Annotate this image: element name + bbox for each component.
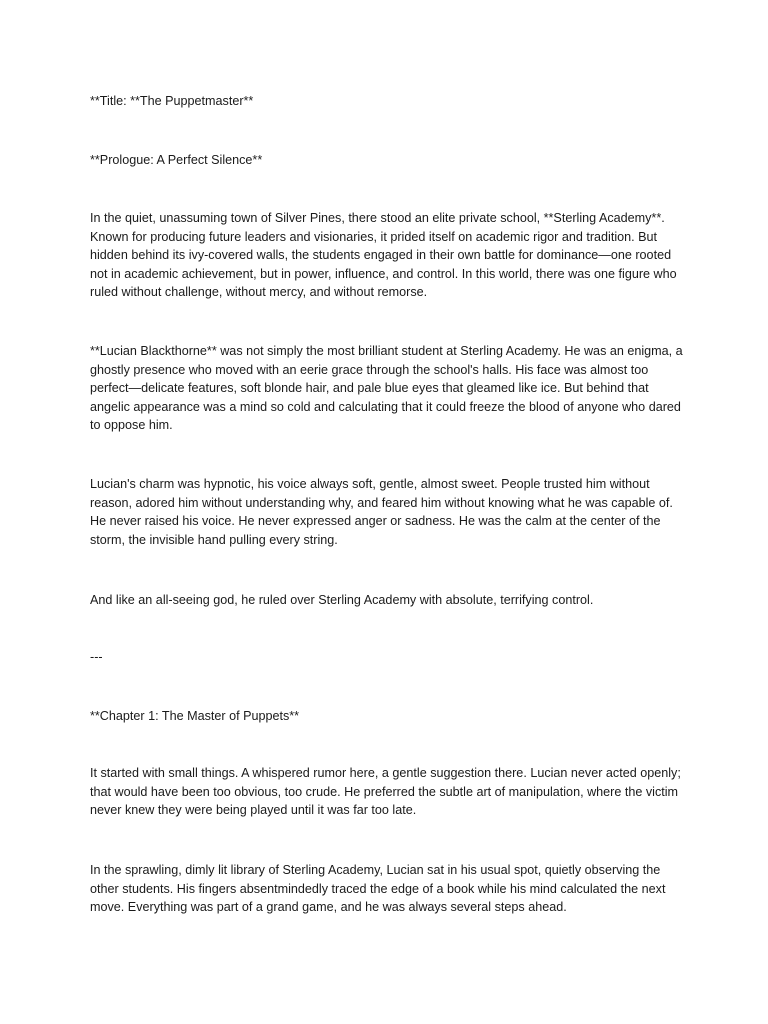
paragraph-5: It started with small things. A whispered rumor here, a gentle suggestion there. Lucian never acted openly; that would have been too obvious, too crude. He preferred the subtle art of manipulation, where the victim never knew they were being played until it was far too late. (90, 766, 681, 818)
document-title: **Title: **The Puppetmaster** (90, 94, 254, 108)
paragraph-3: Lucian's charm was hypnotic, his voice always soft, gentle, almost sweet. People trusted him without reason, adored him without understanding why, and feared him without knowing what he was capable of. He never raised his voice. He never expressed anger or sadness. He was the calm at the center of the storm, the invisible hand pulling every string. (90, 477, 673, 547)
paragraph-4: And like an all-seeing god, he ruled over Sterling Academy with absolute, terrifying control. (90, 593, 594, 607)
chapter-heading: **Chapter 1: The Master of Puppets** (90, 709, 300, 723)
paragraph-6: In the sprawling, dimly lit library of Sterling Academy, Lucian sat in his usual spot, quietly observing the other students. His fingers absentmindedly traced the edge of a book while his mind calculated the next move. Everything was part of a grand game, and he was always several steps ahead. (90, 863, 666, 915)
paragraph-2: **Lucian Blackthorne** was not simply the most brilliant student at Sterling Academy. He was an enigma, a ghostly presence who moved with an eerie grace through the school's halls. His face was almost too perfect—delicate features, soft blonde hair, and pale blue eyes that gleamed like ice. But behind that angelic appearance was a mind so cold and calculating that it could freeze the blood of anyone who dared to oppose him. (90, 344, 683, 433)
section-separator: --- (90, 650, 103, 664)
prologue-heading: **Prologue: A Perfect Silence** (90, 153, 263, 167)
paragraph-1: In the quiet, unassuming town of Silver Pines, there stood an elite private school, **Sterling Academy**. Known for producing future leaders and visionaries, it prided itself on academic rigor and tradition. But hidden behind its ivy-covered walls, the students engaged in their own battle for dominance—one rooted not in academic achievement, but in power, influence, and control. In this world, there was one figure who ruled without challenge, without mercy, and without remorse. (90, 211, 677, 300)
